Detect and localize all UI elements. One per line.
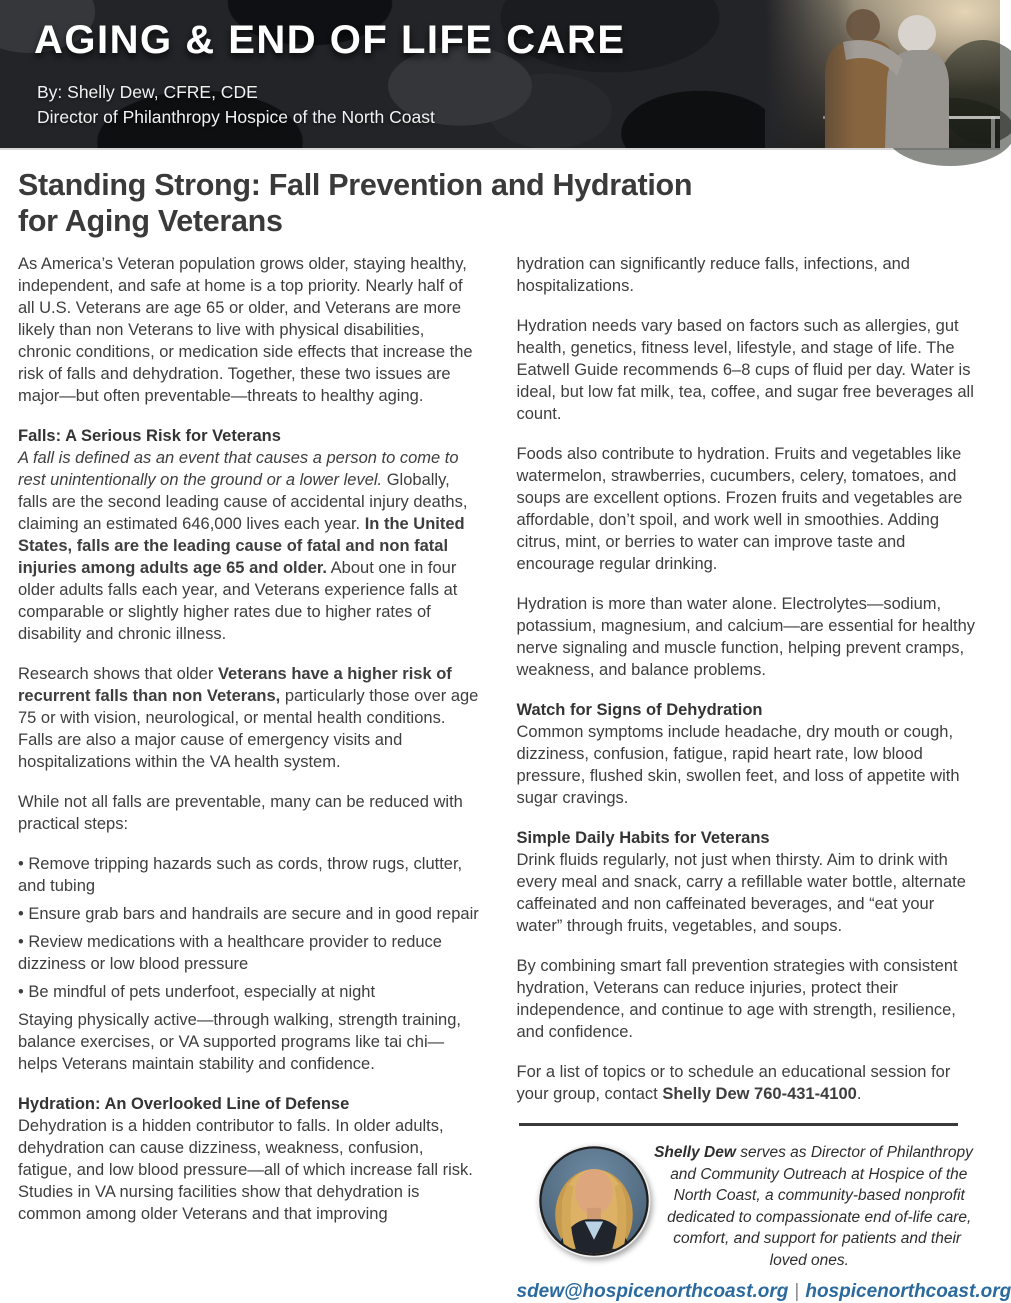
- text-run: • Be mindful of pets underfoot, especially at night: [18, 983, 376, 1001]
- text-run: serves as Director of Philanthropy and Community Outreach at Hospice of the North Coast, a community-based nonprofit dedicated to compassionate end of-life care, comfort, and support for patients and their loved ones.: [667, 1144, 973, 1269]
- paragraph: [18, 447, 480, 645]
- text-run: Shelly Dew 760-431-4100: [662, 1085, 857, 1103]
- section-heading: [517, 699, 979, 721]
- article-title-line1: Standing Strong: Fall Prevention and Hydration: [18, 168, 693, 202]
- text-run: Hydration: An Overlooked Line of Defense: [18, 1095, 350, 1113]
- article-title: [18, 167, 978, 239]
- text-run: About one in four older adults falls each year, and Veterans experience falls at comparable or slightly higher rates due to higher rates of disability and chronic illness.: [18, 559, 458, 643]
- masthead: [0, 0, 1000, 150]
- text-run: .: [856, 1085, 862, 1103]
- text-run: Foods also contribute to hydration. Fruits and vegetables like watermelon, strawberries, cucumbers, celery, tomatoes, and soups are excellent options. Frozen fruits and vegetables are affordable, don’t spoil, and work well in smoothies. Adding citrus, mint, or berries to water can improve taste and encourage regular drinking.: [516, 445, 963, 573]
- text-run: Drink fluids regularly, not just when thirsty. Aim to drink with every meal and snack, carry a refillable water bottle, alternate caffeinated and non caffeinated beverages, and “eat your water” through fruits, vegetables, and soups.: [516, 851, 966, 935]
- text-run: For a list of topics or to schedule an educational session for your group, contact: [516, 1063, 951, 1103]
- text-run: Falls: A Serious Risk for Veterans: [18, 427, 281, 445]
- paragraph: [18, 663, 480, 773]
- text-run: Hydration needs vary based on factors such as allergies, gut health, genetics, fitness level, lifestyle, and stage of life. The Eatwell Guide recommends 6–8 cups of fluid per day. Water is ideal, but low fat milk, tea, coffee, and sugar free beverages all count.: [516, 317, 974, 423]
- text-run: Dehydration is a hidden contributor to falls. In older adults, dehydration can cause dizziness, weakness, confusion, fatigue, and low blood pressure—all of which increase fall risk. Studies in VA nursing facilities show that dehydration is common among older Veterans and that improving: [18, 1117, 473, 1223]
- text-run: Globally, falls are the second leading cause of accidental injury deaths, claiming an estimated 646,000 lives each year.: [18, 471, 468, 533]
- text-run: Shelly Dew: [654, 1144, 736, 1161]
- link-separator: |: [794, 1281, 800, 1302]
- author-headshot: [537, 1144, 651, 1258]
- email-link[interactable]: sdew@hospicenorthcoast.org: [516, 1281, 789, 1302]
- text-run: particularly those over age 75 or with vision, neurological, or mental health conditions. Falls are also a major cause of emergency visits and hospitalizations within the VA health system.: [18, 687, 479, 771]
- paragraph: [18, 1115, 480, 1225]
- text-run: • Review medications with a healthcare provider to reduce dizziness or low blood pressure: [18, 933, 442, 973]
- contact-links: [516, 1271, 1011, 1303]
- paragraph: [517, 1061, 979, 1105]
- left-column: [18, 253, 480, 1303]
- text-run: By combining smart fall prevention strategies with consistent hydration, Veterans can reduce injuries, protect their independence, and continue to age with strength, resilience, and confidence.: [516, 957, 958, 1041]
- text-run: hydration can significantly reduce falls, infections, and hospitalizations.: [516, 255, 910, 295]
- paragraph: [18, 791, 480, 835]
- paragraph: [517, 593, 979, 681]
- footer-divider: [519, 1123, 959, 1126]
- section-heading: [18, 1093, 480, 1115]
- paragraph: [517, 955, 979, 1043]
- section-heading: [18, 425, 480, 447]
- section-heading: [517, 827, 979, 849]
- right-column-text: [517, 253, 979, 1105]
- right-column: [516, 253, 1011, 1303]
- text-run: Common symptoms include headache, dry mouth or cough, dizziness, confusion, fatigue, rapid heart rate, low blood pressure, flushed skin, swollen feet, and loss of appetite with sugar cravings.: [516, 723, 960, 807]
- paragraph: [517, 443, 979, 575]
- paragraph: [18, 1009, 480, 1075]
- text-run: • Ensure grab bars and handrails are secure and in good repair: [18, 905, 479, 923]
- byline-author: By: Shelly Dew, CFRE, CDE: [37, 82, 258, 102]
- text-run: Staying physically active—through walking, strength training, balance exercises, or VA supported programs like tai chi—helps Veterans maintain stability and confidence.: [18, 1011, 461, 1073]
- text-run: While not all falls are preventable, many can be reduced with practical steps:: [18, 793, 463, 833]
- text-run: Research shows that older: [18, 665, 218, 683]
- bullet-item: [18, 981, 480, 1003]
- paragraph: [18, 253, 480, 407]
- paragraph: [517, 315, 979, 425]
- paragraph: [517, 849, 979, 937]
- bullet-item: [18, 931, 480, 975]
- text-run: Simple Daily Habits for Veterans: [516, 829, 770, 847]
- two-column-body: [0, 239, 1011, 1303]
- text-run: Veterans have a higher risk of recurrent falls than non Veterans,: [18, 665, 452, 705]
- bullet-item: [18, 903, 480, 925]
- paragraph: [517, 253, 979, 297]
- couple-photo: [765, 0, 1000, 148]
- paragraph: [517, 721, 979, 809]
- text-run: Hydration is more than water alone. Electrolytes—sodium, potassium, magnesium, and calcium—are essential for healthy nerve signaling and muscle function, helping prevent cramps, weakness, and balance problems.: [516, 595, 976, 679]
- bullet-item: [18, 853, 480, 897]
- text-run: • Remove tripping hazards such as cords, throw rugs, clutter, and tubing: [18, 855, 463, 895]
- website-link[interactable]: hospicenorthcoast.org: [805, 1281, 1011, 1302]
- text-run: A fall is defined as an event that causes a person to come to rest unintentionally on the ground or a lower level.: [18, 449, 459, 489]
- byline-role: Director of Philanthropy Hospice of the North Coast: [37, 107, 435, 127]
- text-run: As America’s Veteran population grows older, staying healthy, independent, and safe at home is a top priority. Nearly half of all U.S. Veterans are age 65 or older, and Veterans are more likely than non Veterans to live with physical disabilities, chronic conditions, or medication side effects that increase the risk of falls and dehydration. Together, these two issues are major—but often preventable—threats to healthy aging.: [18, 255, 473, 405]
- article: [0, 167, 1011, 1303]
- text-run: In the United States, falls are the leading cause of fatal and non fatal injuries among adults age 65 and older.: [18, 515, 465, 577]
- article-title-line2: for Aging Veterans: [18, 204, 283, 238]
- text-run: Watch for Signs of Dehydration: [516, 701, 763, 719]
- author-bio: [517, 1142, 979, 1271]
- masthead-title: AGING & END OF LIFE CARE: [34, 18, 626, 62]
